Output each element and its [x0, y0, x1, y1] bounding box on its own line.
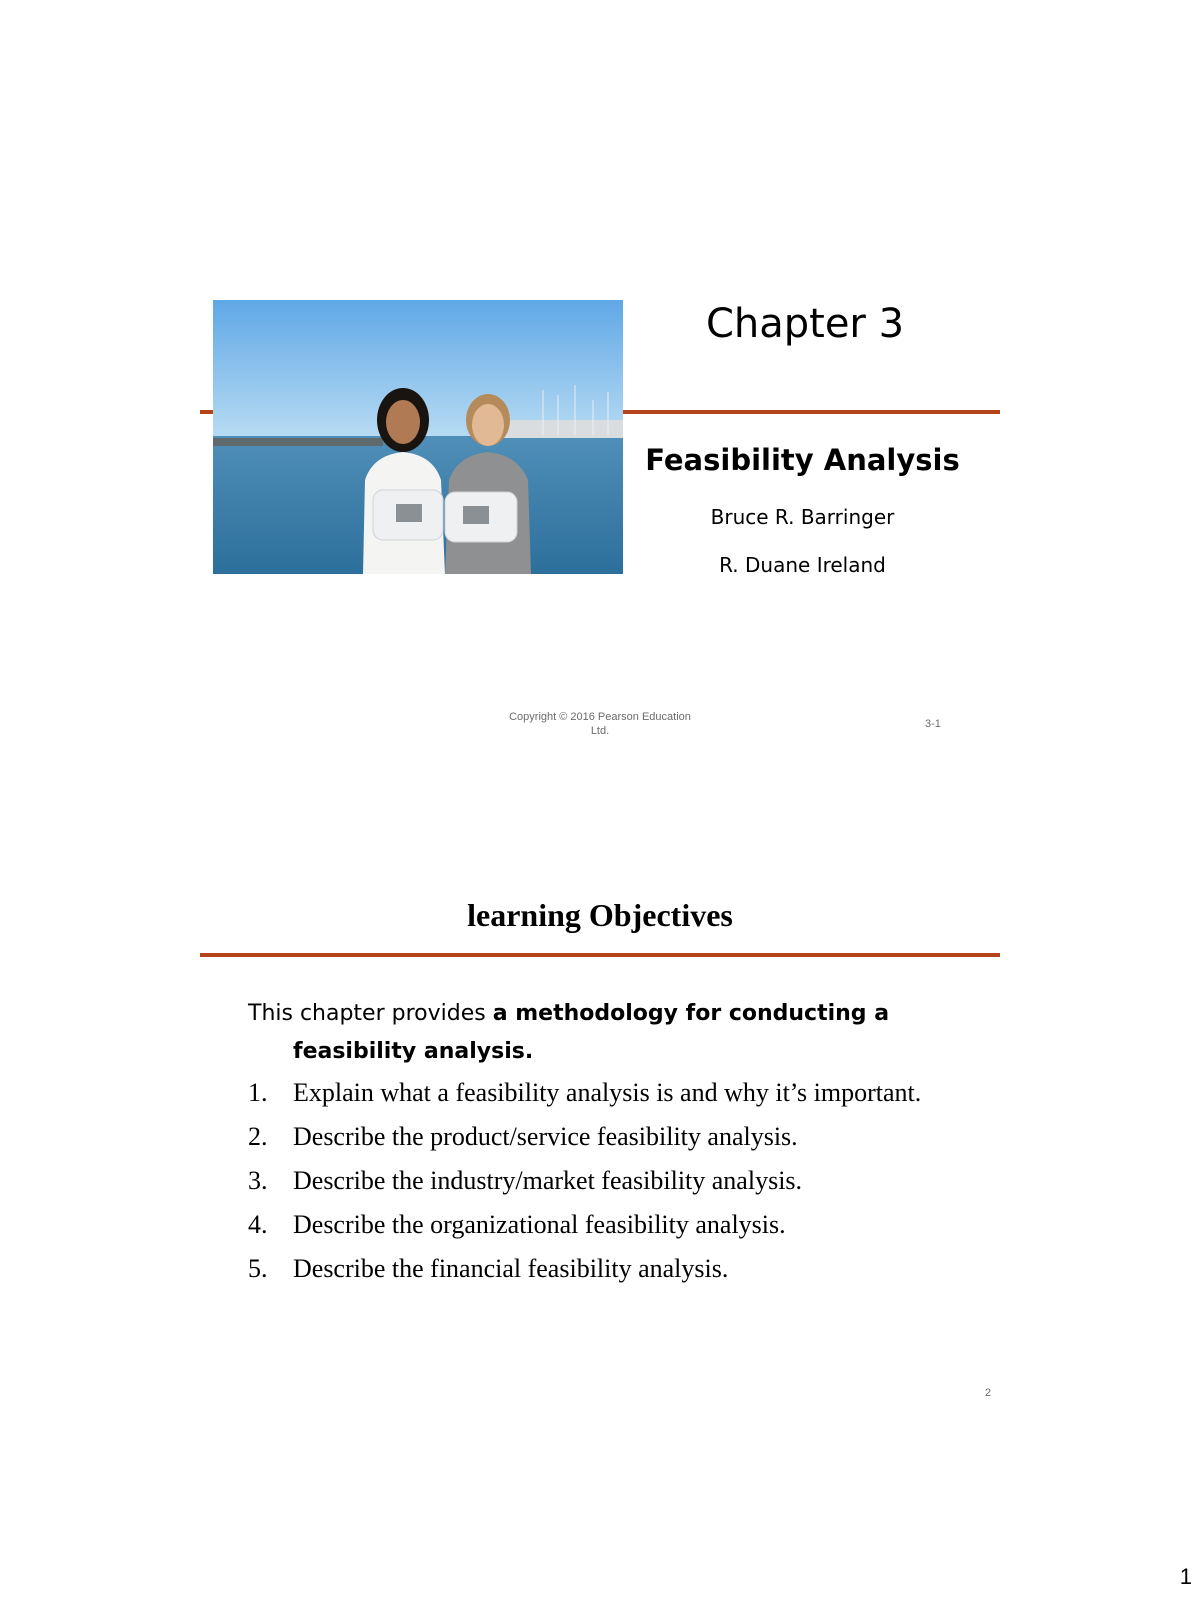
copyright-footer: [480, 710, 720, 738]
title-divider: [200, 953, 1000, 957]
objectives-list: [248, 1075, 958, 1295]
chapter-title: Chapter 3: [705, 301, 905, 347]
slide-learning-objectives: [0, 800, 1200, 1600]
author-name: Bruce R. Barringer: [710, 505, 895, 529]
intro-text: This chapter provides: [248, 1001, 493, 1026]
slide-number: 3-1: [925, 718, 941, 730]
list-item-number: 4.: [248, 1210, 268, 1239]
cover-photo: [213, 300, 623, 574]
title-divider-left: [200, 410, 214, 414]
list-item-number: 3.: [248, 1166, 268, 1195]
copyright-line: Ltd.: [590, 725, 610, 737]
list-item: [248, 1251, 958, 1287]
list-item-text: Describe the organizational feasibility analysis.: [293, 1210, 786, 1239]
list-item-text: Describe the industry/market feasibility analysis.: [293, 1166, 803, 1195]
intro-emphasis: a methodology for conducting a: [492, 1001, 890, 1026]
copyright-line: Copyright © 2016 Pearson Education: [509, 711, 691, 723]
list-item-number: 1.: [248, 1078, 268, 1107]
page-number: 1: [1179, 1564, 1192, 1589]
chapter-subtitle: Feasibility Analysis: [645, 443, 960, 477]
slide-title: learning Objectives: [467, 897, 733, 933]
list-item: [248, 1207, 958, 1243]
list-item: [248, 1163, 958, 1199]
author-name: R. Duane Ireland: [719, 553, 886, 577]
intro-emphasis-continued: feasibility analysis.: [293, 1039, 534, 1064]
list-item: [248, 1075, 958, 1111]
list-item-text: Explain what a feasibility analysis is and why it’s important.: [293, 1078, 922, 1107]
list-item-text: Describe the financial feasibility analysis.: [293, 1254, 729, 1283]
intro-paragraph: [248, 995, 958, 1071]
title-divider-right: [622, 410, 1000, 414]
slide-number: 2: [985, 1387, 992, 1399]
list-item-number: 5.: [248, 1254, 268, 1283]
list-item-number: 2.: [248, 1122, 268, 1151]
list-item-text: Describe the product/service feasibility analysis.: [293, 1122, 798, 1151]
list-item: [248, 1119, 958, 1155]
